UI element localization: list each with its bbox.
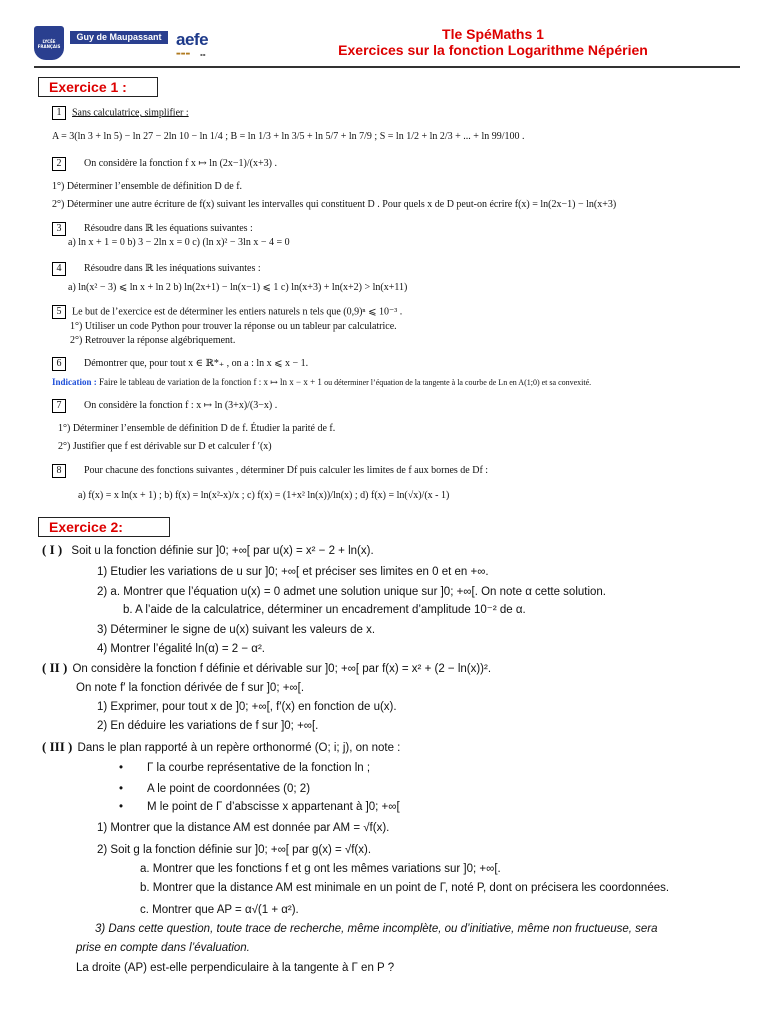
- item-text: Démontrer que, pour tout x ∈ ℝ*₊ , on a : ln x ⩽ x − 1.: [84, 358, 309, 370]
- title-line-2: Exercices sur la fonction Logarithme Népérien: [338, 42, 648, 58]
- ex2-part3-bullet-1: • Γ la courbe représentative de la fonction ln ;: [147, 761, 370, 775]
- crest-text: LYCÉE FRANÇAIS: [37, 39, 61, 49]
- ex1-item-8-functions: a) f(x) = x ln(x + 1) ; b) f(x) = ln(x²-x)/x ; c) f(x) = (1+x² ln(x))/ln(x) ; d) f(x) = ln(√x)/(x - 1): [78, 490, 450, 501]
- ex2-part3-q2c: c. Montrer que AP = α√(1 + α²).: [140, 904, 299, 916]
- document-title: [328, 26, 658, 58]
- ex2-part3-bullet-2: • A le point de coordonnées (0; 2): [147, 782, 310, 796]
- item-number-box: 1: [52, 106, 66, 120]
- ex2-part3-q2a: a. Montrer que les fonctions f et g ont les mêmes variations sur ]0; +∞[.: [140, 863, 501, 875]
- header-divider: [34, 66, 740, 68]
- ex1-item-1-expressions: A = 3(ln 3 + ln 5) − ln 27 − 2ln 10 − ln 1/4 ; B = ln 1/3 + ln 3/5 + ln 5/7 + ln 7/9 ; S = ln 1/2 + ln 2/3 + ... + ln 99/100 .: [52, 131, 525, 142]
- item-text: On considère la fonction f x ↦ ln (2x−1)/(x+3) .: [84, 158, 277, 170]
- ex2-part3-q1: 1) Montrer que la distance AM est donnée par AM = √f(x).: [97, 822, 390, 834]
- ex2-part1-intro: [42, 543, 374, 558]
- ex2-part3-bullet-3: • M le point de Γ d’abscisse x appartenant à ]0; +∞[: [147, 800, 400, 814]
- ex2-part3-q2: 2) Soit g la fonction définie sur ]0; +∞[ par g(x) = √f(x).: [97, 844, 372, 856]
- ex1-item-3-intro: [52, 222, 253, 236]
- ex2-part3-q2b: b. Montrer que la distance AM est minimale en un point de Γ, noté P, dont on précisera les coordonnées.: [140, 882, 670, 894]
- ex2-part3-q3-question: La droite (AP) est-elle perpendiculaire à la tangente à Γ en P ?: [76, 962, 395, 974]
- item-text: Pour chacune des fonctions suivantes , déterminer Df puis calculer les limites de f aux bornes de Df :: [84, 465, 489, 477]
- item-number-box: 4: [52, 262, 66, 276]
- ex1-item-7-intro: [52, 399, 277, 413]
- ex2-part2-q2: 2) En déduire les variations de f sur ]0; +∞[.: [97, 720, 319, 732]
- ex2-part2-intro: [42, 661, 491, 676]
- part-intro: Soit u la fonction définie sur ]0; +∞[ par u(x) = x² − 2 + ln(x).: [71, 545, 374, 557]
- ex2-part1-q1: 1) Etudier les variations de u sur ]0; +∞[ et préciser ses limites en 0 et en +∞.: [97, 566, 489, 578]
- item-number-box: 2: [52, 157, 66, 171]
- ex2-part3-q3-cont: prise en compte dans l’évaluation.: [76, 942, 250, 954]
- part-intro: On considère la fonction f définie et dérivable sur ]0; +∞[ par f(x) = x² + (2 − ln(x))².: [72, 663, 492, 675]
- ex1-item-8-intro: [52, 464, 488, 478]
- ex2-part3-intro: [42, 740, 400, 755]
- ex1-item-6: [52, 357, 308, 371]
- title-line-1: Tle SpéMaths 1: [442, 26, 544, 42]
- ex2-part1-q2b: b. A l’aide de la calculatrice, déterminer un encadrement d’amplitude 10⁻² de α.: [123, 604, 526, 616]
- aefe-logo: [176, 30, 236, 64]
- aefe-word: aefe: [176, 30, 209, 49]
- ex1-item-2-q2: 2°) Déterminer une autre écriture de f(x) suivant les intervalles qui constituent D . Pour quels x de D peut-on écrire f(x) = ln(2x−1) − ln(x+3): [52, 199, 617, 210]
- exercise-2-heading: Exercice 2:: [38, 517, 170, 537]
- school-name: Guy de Maupassant: [70, 31, 168, 44]
- indication-label: Indication :: [52, 377, 97, 387]
- ex1-item-5-q2: 2°) Retrouver la réponse algébriquement.: [70, 335, 236, 346]
- item-text: Résoudre dans ℝ les équations suivantes :: [84, 223, 253, 235]
- ex1-item-4-inequations: a) ln(x² − 3) ⩽ ln x + ln 2 b) ln(2x+1) − ln(x−1) ⩽ 1 c) ln(x+3) + ln(x+2) > ln(x+11): [68, 282, 408, 293]
- ex1-item-4-intro: [52, 262, 261, 276]
- ex1-item-7-q2: 2°) Justifier que f est dérivable sur D et calculer f ′(x): [58, 441, 272, 452]
- aefe-decor-icon: ▪▪: [200, 52, 206, 57]
- indication-text-2: ou déterminer l’équation de la tangente à la courbe de Ln en A(1;0) et sa convexité.: [324, 378, 592, 387]
- item-number-box: 8: [52, 464, 66, 478]
- exercise-1-heading: Exercice 1 :: [38, 77, 158, 97]
- ex1-indication: [52, 377, 591, 388]
- part-label: ( I ): [42, 542, 63, 557]
- ex2-part2-intro-2: On note f′ la fonction dérivée de f sur ]0; +∞[.: [76, 682, 305, 694]
- ex2-part3-q3: 3) Dans cette question, toute trace de recherche, même incomplète, ou d’initiative, même non fructueuse, sera: [95, 923, 658, 935]
- aefe-tagline-icon: ▬▬▬: [176, 51, 191, 57]
- ex1-item-5-intro: [52, 305, 402, 319]
- school-crest-icon: [34, 26, 64, 60]
- ex2-part1-q3: 3) Déterminer le signe de u(x) suivant les valeurs de x.: [97, 624, 376, 636]
- ex1-item-1-instruction: [52, 106, 189, 120]
- item-text: On considère la fonction f : x ↦ ln (3+x)/(3−x) .: [84, 400, 278, 412]
- item-text: Le but de l’exercice est de déterminer les entiers naturels n tels que (0,9)ⁿ ⩽ 10⁻³ .: [72, 306, 403, 318]
- ex1-item-2-intro: [52, 157, 277, 171]
- part-label: ( III ): [42, 739, 73, 754]
- ex2-part1-q4: 4) Montrer l’égalité ln(α) = 2 − α².: [97, 643, 265, 655]
- school-logo: [34, 26, 170, 60]
- ex1-item-3-equations: a) ln x + 1 = 0 b) 3 − 2ln x = 0 c) (ln x)² − 3ln x − 4 = 0: [68, 237, 290, 248]
- item-number-box: 6: [52, 357, 66, 371]
- part-intro: Dans le plan rapporté à un repère orthonormé (O; i; j), on note :: [77, 742, 401, 754]
- part-label: ( II ): [42, 660, 68, 675]
- ex1-item-7-q1: 1°) Déterminer l’ensemble de définition D de f. Étudier la parité de f.: [58, 423, 336, 434]
- ex2-part1-q2a: 2) a. Montrer que l’équation u(x) = 0 admet une solution unique sur ]0; +∞[. On note α cette solution.: [97, 586, 607, 598]
- indication-text: Faire le tableau de variation de la fonction f : x ↦ ln x − x + 1: [99, 377, 322, 387]
- item-number-box: 3: [52, 222, 66, 236]
- item-text: Résoudre dans ℝ les inéquations suivantes :: [84, 263, 261, 275]
- item-text: Sans calculatrice, simplifier :: [72, 107, 189, 119]
- ex2-part2-q1: 1) Exprimer, pour tout x de ]0; +∞[, f′(x) en fonction de u(x).: [97, 701, 397, 713]
- item-number-box: 7: [52, 399, 66, 413]
- item-number-box: 5: [52, 305, 66, 319]
- ex1-item-2-q1: 1°) Déterminer l’ensemble de définition D de f.: [52, 181, 243, 192]
- ex1-item-5-q1: 1°) Utiliser un code Python pour trouver la réponse ou un tableur par calculatrice.: [70, 321, 397, 332]
